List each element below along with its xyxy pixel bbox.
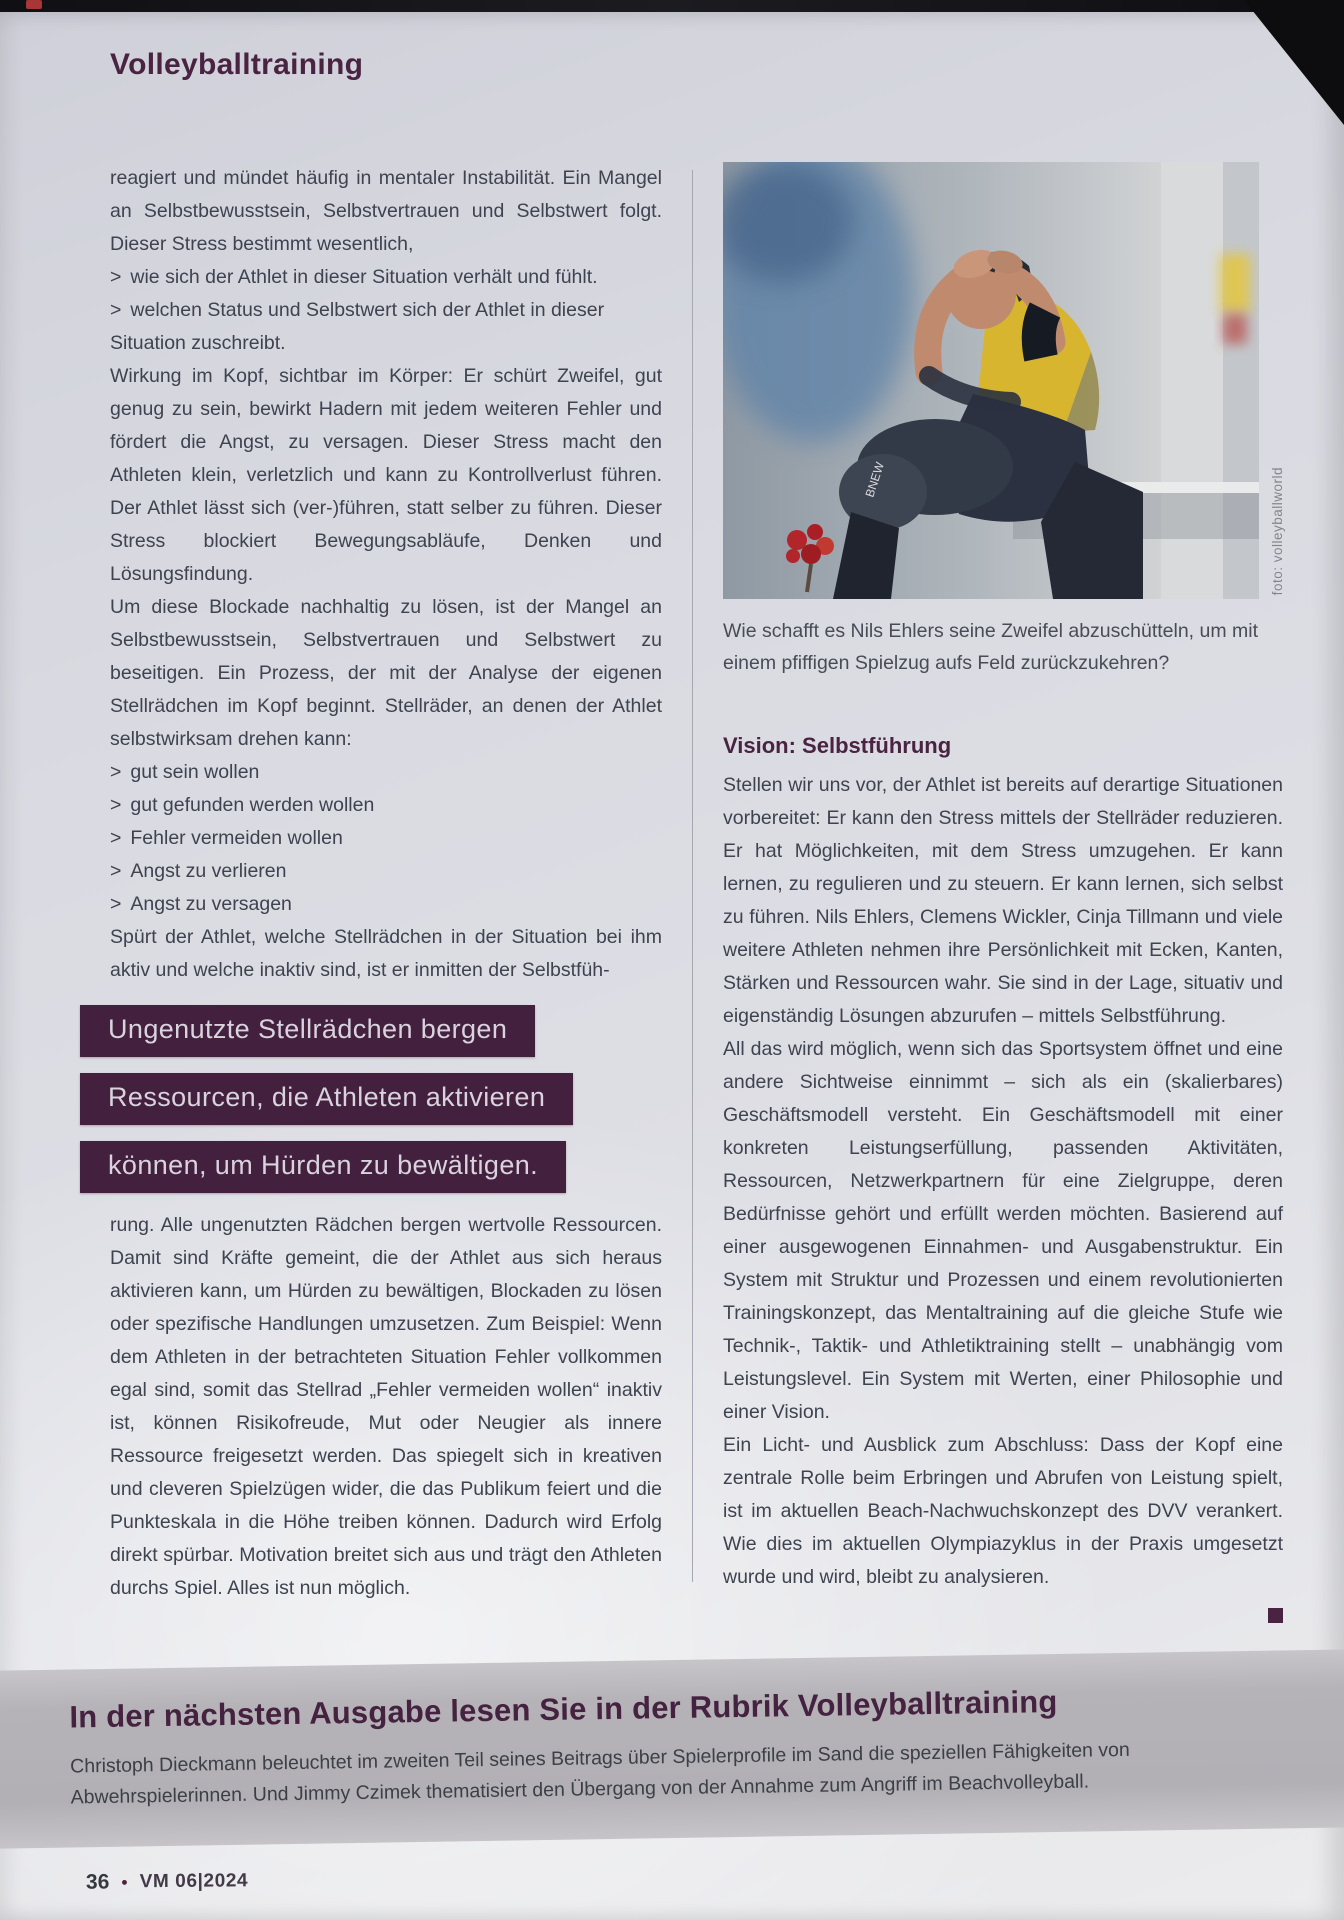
bullet-text: wie sich der Athlet in dieser Situation verhält und fühlt.	[130, 266, 598, 288]
bullet-marker: >	[110, 299, 122, 321]
paragraph: reagiert und mündet häufig in mentaler Instabilität. Ein Mangel an Selbstbewusstsein, Selbstvertrauen und Selbstwert folgt. Dieser Stress bestimmt wesentlich,	[110, 167, 662, 255]
vision-heading: Vision: Selbstführung	[723, 733, 952, 758]
bullet-text: Angst zu versagen	[130, 893, 292, 915]
edge-red-mark	[26, 0, 42, 9]
bullet-text: gut sein wollen	[130, 761, 260, 783]
paragraph: rung. Alle ungenutzten Rädchen bergen wertvolle Ressourcen. Damit sind Kräfte gemeint, die der Athlet aus sich heraus aktivieren kann, um Hürden zu bewältigen, Blockaden zu lösen oder spezifische Handlungen umzusetzen. Zum Beispiel: Wenn dem Athleten in der betrachteten Situation Fehler vollkommen egal sind, somit das Stellrad „Fehler vermeiden wollen“ inaktiv ist, können Risikofreude, Mut oder Neugier als innere Ressource freigesetzt werden. Das spiegelt sich in kreativen und cleveren Spielzügen wider, die das Publikum feiert und die Punkteskala in die Höhe treiben können. Dadurch wird Erfolg direkt spürbar. Motivation breitet sich aus und trägt den Athleten durchs Spiel. Alles ist nun möglich.	[110, 1214, 662, 1599]
pull-quote-line: Ressourcen, die Athleten aktivieren	[80, 1073, 573, 1125]
athlete-photo-illustration	[723, 162, 1259, 599]
bullet-text: Fehler vermeiden wollen	[130, 827, 343, 849]
bullet-marker: >	[110, 893, 122, 915]
vision-text	[723, 769, 1283, 1594]
bullet-item	[110, 855, 662, 888]
column-divider	[692, 170, 693, 1582]
page-number: 36	[85, 1870, 110, 1894]
paragraph: All das wird möglich, wenn sich das Sportsystem öffnet und eine andere Sichtweise einnimmt – sich als ein (skalierbares) Geschäftsmodell versteht. Ein Geschäftsmodell mit einer konkreten Leistungserfüllung, passenden Aktivitäten, Ressourcen, Netzwerkpartnern für eine Zielgruppe, deren Bedürfnisse gehört und erfüllt werden möchten. Basierend auf einer ausgewogenen Einnahmen- und Ausgabenstruktur. Ein System mit Struktur und Prozessen und einem revolutionierten Trainingskonzept, das Mentaltraining auf die gleiche Stufe wie Technik-, Taktik- und Athletiktraining stellt – unabhängig vom Leistungslevel. Ein System mit Werten, einer Philosophie und einer Vision.	[723, 1038, 1283, 1423]
page-footer	[86, 1869, 248, 1894]
bullet-text: Angst zu verlieren	[130, 860, 287, 882]
bullet-item	[110, 756, 662, 789]
jersey-logo-text: BNEW	[862, 460, 887, 499]
issue-label: VM 06|2024	[139, 1870, 249, 1893]
paragraph: Wirkung im Kopf, sichtbar im Körper: Er schürt Zweifel, gut genug zu sein, bewirkt Hadern mit jedem weiteren Fehler und fördert die Angst, zu versagen. Dieser Stress macht den Athleten klein, verletzlich und kann zu Kontrollverlust führen. Der Athlet lässt sich (ver-)führen, statt selber zu führen. Dieser Stress blockiert Bewegungsabläufe, Denken und Lösungsfindung.	[110, 365, 662, 585]
photo-caption: Wie schafft es Nils Ehlers seine Zweifel abzuschütteln, um mit einem pfiffigen Spielzug aufs Feld zurückzukehren?	[723, 620, 1259, 674]
bullet-marker: >	[110, 266, 122, 288]
bullet-item	[110, 261, 662, 294]
end-of-article-marker	[1268, 1608, 1283, 1623]
paragraph: Spürt der Athlet, welche Stellrädchen in der Situation bei ihm aktiv und welche inaktiv sind, ist er inmitten der Selbstfüh-	[110, 926, 662, 981]
bullet-marker: >	[110, 860, 122, 882]
bullet-text: gut gefunden werden wollen	[130, 794, 375, 816]
article-columns	[110, 162, 1296, 1623]
bullet-item	[110, 294, 662, 360]
athlete-photo	[723, 162, 1285, 599]
bullet-item	[110, 888, 662, 921]
bullet-text: welchen Status und Selbstwert sich der Athlet in dieser Situation zuschreibt.	[110, 299, 605, 354]
bullet-item	[110, 789, 662, 822]
pull-quote	[80, 1005, 662, 1193]
next-issue-band	[0, 1649, 1344, 1848]
article-right-column	[723, 162, 1283, 1623]
article-left-column	[110, 162, 662, 1623]
pull-quote-line: Ungenutzte Stellrädchen bergen	[80, 1005, 535, 1057]
section-label: Volleyballtraining	[110, 48, 364, 81]
next-issue-heading: In der nächsten Ausgabe lesen Sie in der Rubrik Volleyballtraining	[69, 1683, 1058, 1735]
bullet-marker: >	[110, 827, 122, 849]
paragraph: Um diese Blockade nachhaltig zu lösen, ist der Mangel an Selbstbewusstsein, Selbstvertrauen und Selbstwert zu beseitigen. Ein Prozess, der mit der Analyse der eigenen Stellrädchen im Kopf beginnt. Stellräder, an denen der Athlet selbstwirksam drehen kann:	[110, 596, 662, 750]
pull-quote-line: können, um Hürden zu bewältigen.	[80, 1141, 566, 1193]
magazine-page	[0, 12, 1344, 1920]
photo-credit: foto: volleyballworld	[1270, 466, 1285, 595]
bullet-item	[110, 822, 662, 855]
footer-separator: •	[121, 1871, 128, 1892]
next-issue-body: Christoph Dieckmann beleuchtet im zweiten Teil seines Beitrags über Spielerprofile im Sand die speziellen Fähigkeiten von Abwehrspielerinnen. Und Jimmy Czimek thematisiert den Übergang von der Annahme zum Angriff im Beachvolleyball.	[70, 1738, 1130, 1809]
bullet-marker: >	[110, 761, 122, 783]
paragraph: Ein Licht- und Ausblick zum Abschluss: Dass der Kopf eine zentrale Rolle beim Erbringen und Abrufen von Leistung spielt, ist im aktuellen Beach-Nachwuchskonzept des DVV verankert. Wie dies im aktuellen Olympiazyklus in der Praxis umgesetzt wurde und wird, bleibt zu analysieren.	[723, 1434, 1283, 1588]
bullet-marker: >	[110, 794, 122, 816]
paragraph: Stellen wir uns vor, der Athlet ist bereits auf derartige Situationen vorbereitet: Er kann den Stress mittels der Stellräder reduzieren. Er hat Möglichkeiten, mit dem Stress umzugehen. Er kann lernen, zu regulieren und zu steuern. Er kann lernen, sich selbst zu führen. Nils Ehlers, Clemens Wickler, Cinja Tillmann und viele weitere Athleten nehmen ihre Persönlichkeit mit Ecken, Kanten, Stärken und Ressourcen wahr. Sie sind in der Lage, situativ und eigenständig Lösungen abzurufen – mittels Selbstführung.	[723, 774, 1283, 1027]
